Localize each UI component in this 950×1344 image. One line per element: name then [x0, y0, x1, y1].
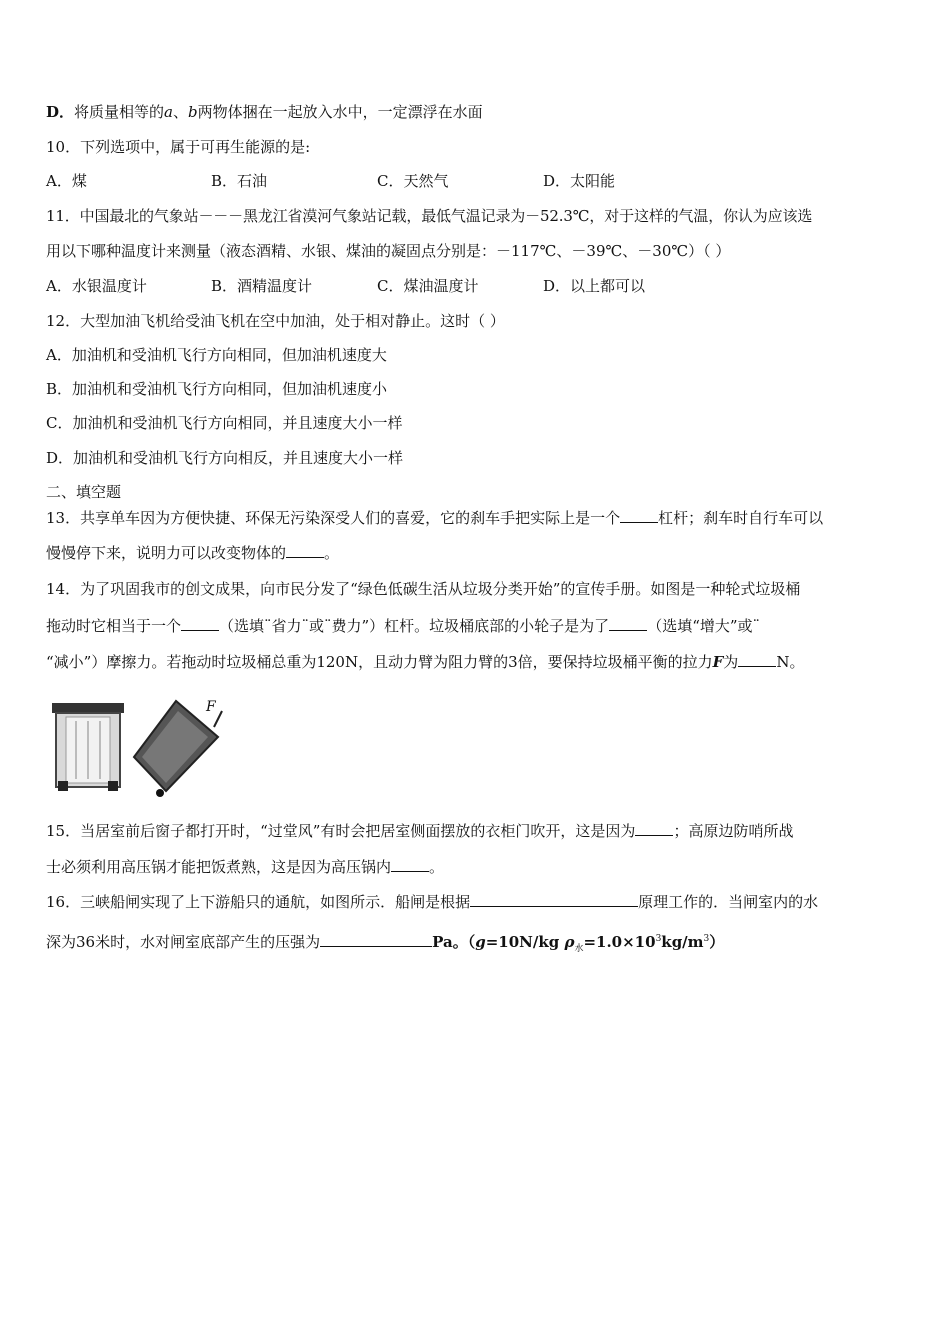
- q12-option-a: A．加油机和受油机飞行方向相同，但加油机速度大: [46, 346, 387, 364]
- text: =10N/kg: [485, 933, 565, 951]
- q14-line3: [46, 652, 804, 672]
- text: 原理工作的．当闸室内的水: [638, 893, 819, 911]
- q11-option-c: C．煤油温度计: [377, 277, 479, 295]
- text: ；高原边防哨所战: [673, 822, 794, 840]
- text: 拖动时它相当于一个: [46, 617, 182, 635]
- q11-stem-line1: 11．中国最北的气象站－－－黑龙江省漠河气象站记载，最低气温记录为－52.3℃，对于这样的气温，你认为应该选: [46, 207, 813, 225]
- q10-option-a: A．煤: [46, 172, 87, 190]
- superscript: 3: [655, 934, 662, 944]
- q14-line1: 14．为了巩固我市的创文成果，向市民分发了“绿色低碳生活从垃圾分类开始”的宣传手册。如图是一种轮式垃圾桶: [46, 580, 801, 598]
- tilted-bin-icon: [134, 701, 222, 797]
- var-rho: ρ: [564, 933, 575, 951]
- text: 15．当居室前后窗子都打开时，“过堂风”有时会把居室侧面摆放的衣柜门吹开，这是因为: [46, 822, 636, 840]
- text: 杠杆；刹车时自行车可以: [658, 509, 824, 527]
- text: 。: [324, 544, 340, 562]
- q15-line1: [46, 821, 793, 841]
- text: 16．三峡船闸实现了上下游船只的通航，如图所示．船闸是根据: [46, 893, 471, 911]
- text: ）: [709, 933, 725, 951]
- q10-option-c: C．天然气: [377, 172, 449, 190]
- text: （选填¨省力¨或¨费力”）杠杆。垃圾桶底部的小轮子是为了: [219, 617, 610, 635]
- q10-stem: 10．下列选项中，属于可再生能源的是:: [46, 138, 311, 156]
- answer-blank[interactable]: [470, 892, 638, 907]
- q11-option-a: A．水银温度计: [46, 277, 147, 295]
- text: 。: [429, 858, 445, 876]
- q14-line2: [46, 616, 760, 636]
- var-b: b: [188, 103, 198, 121]
- var-a: a: [164, 103, 173, 121]
- q16-line1: [46, 892, 818, 912]
- text: 13．共享单车因为方便快捷、环保无污染深受人们的喜爱，它的刹车手把实际上是一个: [46, 509, 621, 527]
- text: 为: [723, 653, 739, 671]
- q13-line1: [46, 508, 823, 528]
- text: 、: [172, 103, 188, 121]
- answer-blank[interactable]: [391, 857, 429, 872]
- q12-option-c: C．加油机和受油机飞行方向相同，并且速度大小一样: [46, 414, 403, 432]
- answer-blank[interactable]: [286, 543, 324, 558]
- answer-blank[interactable]: [609, 616, 647, 631]
- option-prefix: D．: [46, 103, 75, 121]
- answer-blank[interactable]: [181, 616, 219, 631]
- q10-option-b: B．石油: [211, 172, 268, 190]
- upright-bin-icon: [52, 703, 124, 791]
- text: 两物体捆在一起放入水中，一定漂浮在水面: [197, 103, 483, 121]
- answer-blank[interactable]: [320, 932, 432, 947]
- text: kg/m: [661, 933, 704, 951]
- q12-stem: 12．大型加油飞机给受油飞机在空中加油，处于相对静止。这时（ ）: [46, 312, 505, 330]
- section-title: 二、填空题: [46, 483, 122, 501]
- q13-line2: [46, 543, 339, 563]
- answer-blank[interactable]: [738, 652, 776, 667]
- trash-bin-figure: [46, 697, 226, 797]
- q16-line2: [46, 929, 724, 959]
- subscript: 水: [574, 944, 584, 954]
- text: =1.0×10: [583, 933, 656, 951]
- text: （选填“增大”或¨: [647, 617, 761, 635]
- trash-bin-illustration: [46, 697, 226, 797]
- text: N。: [776, 653, 805, 671]
- q11-option-b: B．酒精温度计: [211, 277, 313, 295]
- force-label: F: [206, 699, 216, 715]
- text: 慢慢停下来，说明力可以改变物体的: [46, 544, 287, 562]
- q15-line2: [46, 857, 444, 877]
- text: 将质量相等的: [74, 103, 165, 121]
- answer-blank[interactable]: [635, 821, 673, 836]
- q11-stem-line2: 用以下哪种温度计来测量（液态酒精、水银、煤油的凝固点分别是：－117℃、－39℃、－30℃）（ ）: [46, 242, 731, 260]
- superscript: 3: [703, 934, 710, 944]
- answer-blank[interactable]: [620, 508, 658, 523]
- text: Pa。（: [432, 933, 476, 951]
- q9-option-d: [46, 102, 483, 122]
- text: 士必须利用高压锅才能把饭煮熟，这是因为高压锅内: [46, 858, 392, 876]
- q12-option-b: B．加油机和受油机飞行方向相同，但加油机速度小: [46, 380, 388, 398]
- var-g: g: [475, 933, 486, 951]
- text: “减小”）摩擦力。若拖动时垃圾桶总重为120N，且动力臂为阻力臂的3倍，要保持垃圾桶平衡的拉力: [46, 653, 713, 671]
- q10-option-d: D．太阳能: [543, 172, 616, 190]
- q11-option-d: D．以上都可以: [543, 277, 646, 295]
- text: 深为36米时，水对闸室底部产生的压强为: [46, 933, 321, 951]
- q12-option-d: D．加油机和受油机飞行方向相反，并且速度大小一样: [46, 449, 404, 467]
- var-f: F: [712, 653, 724, 671]
